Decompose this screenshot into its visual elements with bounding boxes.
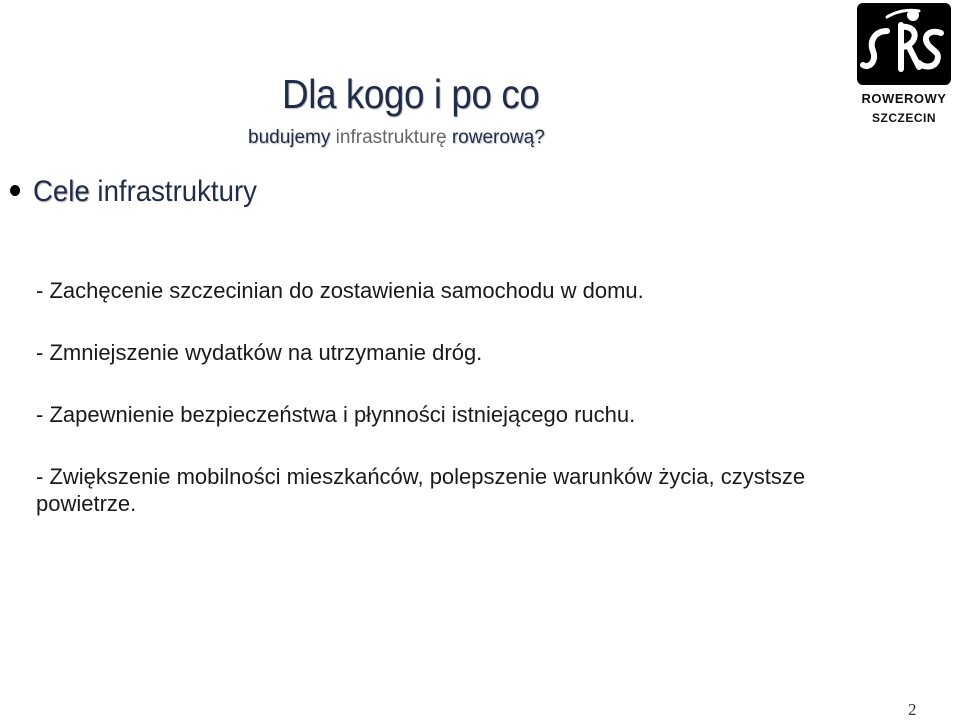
logo-text-szczecin: SZCZECIN — [872, 111, 936, 125]
slide-title: Dla kogo i po co — [282, 71, 540, 117]
goal-item-2: - Zmniejszenie wydatków na utrzymanie dróg. — [36, 340, 483, 365]
goal-item-3: - Zapewnienie bezpieczeństwa i płynności istniejącego ruchu. — [36, 402, 636, 427]
bullet-rest: infrastruktury — [89, 175, 257, 208]
bullet-keyword: Cele — [33, 175, 90, 208]
goal-item-4: - Zwiększenie mobilności mieszkańców, polepszenie warunków życia, czystsze powietrze. — [36, 464, 806, 516]
rowerowy-szczecin-logo — [852, 3, 956, 131]
cyclist-logo-icon — [857, 3, 951, 85]
goals-list — [36, 277, 896, 517]
goal-item-1: - Zachęcenie szczecinian do zostawienia samochodu w domu. — [36, 278, 644, 303]
logo-text-rowerowy: ROWEROWY — [861, 91, 947, 106]
logo-mark-icon — [857, 3, 951, 85]
main-bullet — [10, 174, 257, 210]
page-number: 2 — [908, 700, 917, 719]
bullet-dot-icon — [10, 185, 20, 196]
subtitle-part-1: budujemy — [248, 127, 331, 148]
slide-subtitle — [248, 127, 545, 149]
subtitle-part-2: infrastrukturę — [330, 127, 452, 148]
subtitle-part-3: rowerową? — [451, 127, 545, 148]
